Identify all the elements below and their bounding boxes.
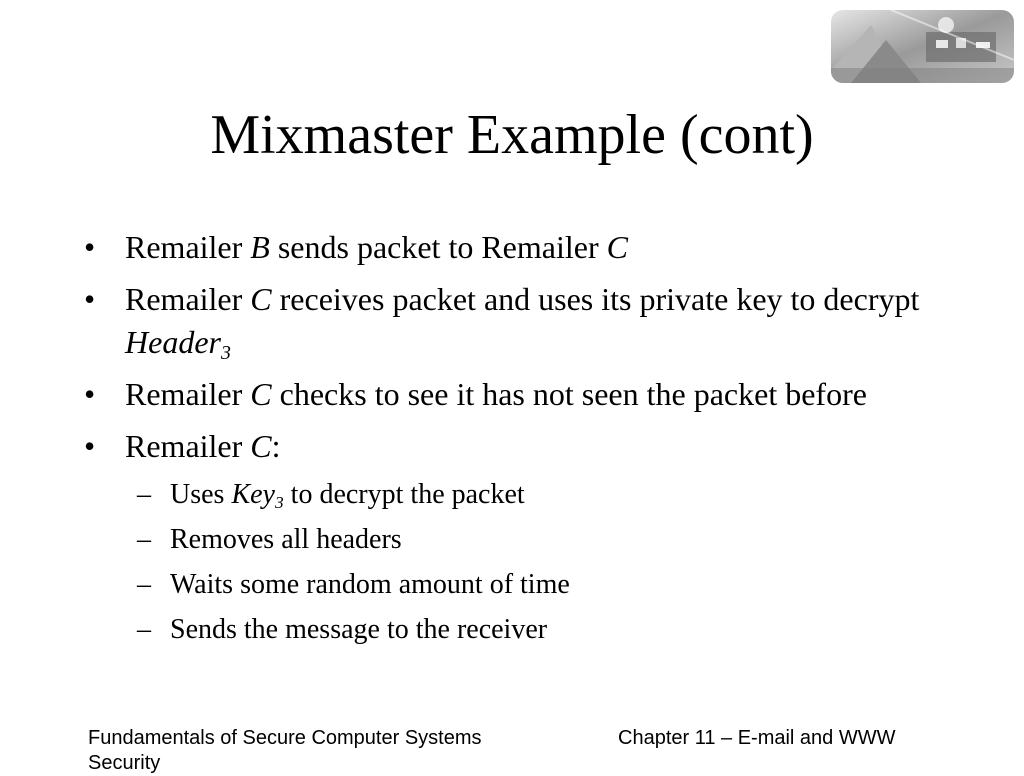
- bullet-marker: •: [84, 281, 96, 317]
- sub-bullet-text: Sends the message to the receiver: [170, 614, 548, 645]
- sub-bullet-item: [84, 612, 964, 648]
- bullet-marker: •: [84, 428, 96, 464]
- sub-bullet-text: Uses: [170, 479, 232, 510]
- bullet-text: checks to see it has not seen the packet before: [271, 376, 867, 412]
- bullet-italic: Header: [125, 324, 221, 360]
- sub-bullet-item: [84, 477, 964, 513]
- slide-title: Mixmaster Example (cont): [210, 104, 814, 166]
- bullet-text: Remailer: [125, 428, 251, 464]
- sub-bullet-marker: –: [137, 569, 151, 600]
- sub-bullet-text: to decrypt the packet: [283, 479, 525, 510]
- header-logo-image: [831, 10, 1014, 83]
- bullet-item: [84, 278, 964, 364]
- sub-bullet-marker: –: [137, 524, 151, 555]
- sub-bullet-item: [84, 522, 964, 558]
- sub-bullet-text: Waits some random amount of time: [170, 569, 570, 600]
- footer-course-title: Fundamentals of Secure Computer Systems Security: [88, 727, 482, 774]
- sub-bullet-item: [84, 567, 964, 603]
- slide-body: [84, 226, 964, 657]
- sub-bullet-italic: Key: [231, 479, 275, 510]
- sub-bullet-text: Removes all headers: [170, 524, 402, 555]
- bullet-text: sends packet to Remailer: [269, 229, 607, 265]
- footer-chapter-title: Chapter 11 – E-mail and WWW: [618, 727, 896, 749]
- bullet-italic: C: [250, 376, 272, 412]
- bullet-text: Remailer: [125, 376, 251, 412]
- bullet-italic: B: [250, 229, 270, 265]
- bullet-italic: C: [250, 428, 272, 464]
- bullet-italic: C: [606, 229, 628, 265]
- bullet-italic: C: [250, 281, 272, 317]
- bullet-marker: •: [84, 376, 96, 412]
- sub-bullet-marker: –: [137, 479, 151, 510]
- bullet-subscript: 3: [220, 341, 231, 364]
- bullet-text: receives packet and uses its private key to decrypt: [271, 281, 920, 317]
- bullet-item: [84, 425, 964, 468]
- sub-bullet-subscript: 3: [274, 493, 284, 513]
- bullet-text: Remailer: [125, 281, 251, 317]
- bullet-item: [84, 226, 964, 269]
- bullet-text: Remailer: [125, 229, 251, 265]
- sub-bullet-marker: –: [137, 614, 151, 645]
- bullet-item: [84, 373, 964, 416]
- bullet-text: :: [271, 428, 281, 464]
- bullet-marker: •: [84, 229, 96, 265]
- photo-banner-icon: [831, 10, 1014, 83]
